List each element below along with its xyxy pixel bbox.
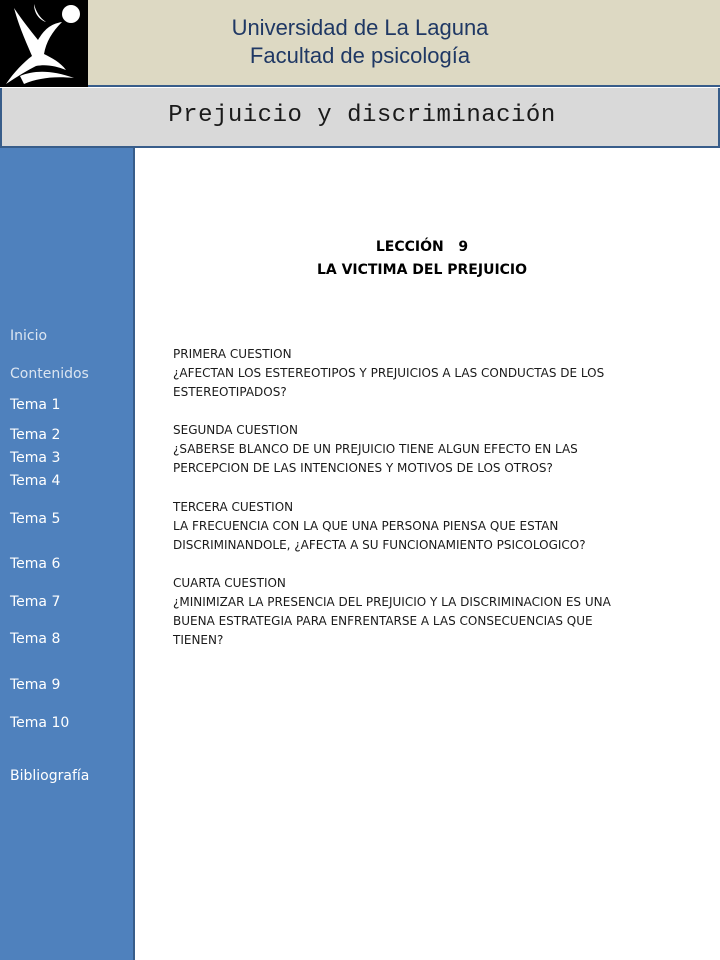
- lesson-heading: [137, 236, 707, 282]
- question-1: [173, 345, 653, 402]
- question-4: [173, 574, 653, 650]
- question-text-line: ¿AFECTAN LOS ESTEREOTIPOS Y PREJUICIOS A LAS CONDUCTAS DE LOS: [173, 366, 605, 380]
- sidebar-item-tema-10[interactable]: Tema 10: [10, 715, 70, 731]
- question-heading: SEGUNDA CUESTION: [173, 423, 298, 437]
- question-text-line: ¿MINIMIZAR LA PRESENCIA DEL PREJUICIO Y LA DISCRIMINACION ES UNA: [173, 595, 611, 609]
- sidebar-nav: [0, 148, 135, 960]
- sidebar-item-tema-4[interactable]: Tema 4: [10, 473, 61, 489]
- sidebar-item-contenidos[interactable]: Contenidos: [10, 366, 89, 382]
- question-heading: PRIMERA CUESTION: [173, 347, 292, 361]
- sidebar-item-tema-3[interactable]: Tema 3: [10, 450, 61, 466]
- sidebar-item-tema-5[interactable]: Tema 5: [10, 511, 61, 527]
- faculty-name: Facultad de psicología: [249, 43, 471, 68]
- question-text-line: PERCEPCION DE LAS INTENCIONES Y MOTIVOS DE LOS OTROS?: [173, 461, 553, 475]
- sidebar-item-tema-8[interactable]: Tema 8: [10, 631, 61, 647]
- university-name: Universidad de La Laguna: [231, 15, 489, 40]
- sidebar-item-tema-9[interactable]: Tema 9: [10, 677, 61, 693]
- question-heading: TERCERA CUESTION: [173, 500, 294, 514]
- question-text-line: BUENA ESTRATEGIA PARA ENFRENTARSE A LAS CONSECUENCIAS QUE: [173, 614, 593, 628]
- university-title: [88, 14, 632, 70]
- question-text-line: LA FRECUENCIA CON LA QUE UNA PERSONA PIENSA QUE ESTAN: [173, 519, 559, 533]
- dancing-figure-logo-icon: [0, 0, 88, 87]
- course-title-band: [0, 88, 720, 148]
- question-heading: CUARTA CUESTION: [173, 576, 286, 590]
- sidebar-item-tema-6[interactable]: Tema 6: [10, 556, 61, 572]
- question-text-line: DISCRIMINANDOLE, ¿AFECTA A SU FUNCIONAMIENTO PSICOLOGICO?: [173, 538, 586, 552]
- question-2: [173, 421, 653, 478]
- lesson-number: LECCIÓN 9: [375, 239, 469, 255]
- question-text-line: TIENEN?: [173, 633, 224, 647]
- lesson-title: LA VICTIMA DEL PREJUICIO: [316, 262, 528, 278]
- university-logo[interactable]: [0, 0, 88, 87]
- sidebar-item-tema-1[interactable]: Tema 1: [10, 397, 61, 413]
- sidebar-item-inicio[interactable]: Inicio: [10, 328, 48, 344]
- question-text-line: ¿SABERSE BLANCO DE UN PREJUICIO TIENE ALGUN EFECTO EN LAS: [173, 442, 578, 456]
- question-text-line: ESTEREOTIPADOS?: [173, 385, 287, 399]
- sidebar-item-bibliografia[interactable]: Bibliografía: [10, 768, 90, 784]
- lesson-content: [137, 148, 720, 960]
- course-title: Prejuicio y discriminación: [168, 102, 556, 129]
- question-3: [173, 498, 653, 555]
- sidebar-item-tema-7[interactable]: Tema 7: [10, 594, 61, 610]
- header-band: [0, 0, 720, 87]
- sidebar-item-tema-2[interactable]: Tema 2: [10, 427, 61, 443]
